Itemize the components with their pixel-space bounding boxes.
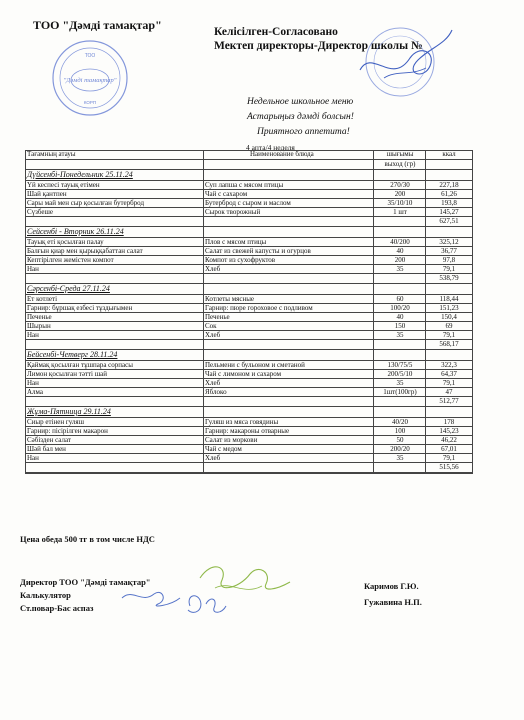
dish-name-kz: Сиыр етінен гуляш xyxy=(27,418,84,426)
dish-name-ru: Чай с сахаром xyxy=(205,190,248,198)
day-title: Сәрсенбі-Среда 27.11.24 xyxy=(27,284,110,293)
dish-name-kz: Шай қантпен xyxy=(27,190,67,198)
dish-kcal: 69 xyxy=(445,322,453,330)
dish-name-kz: Тауық еті қосылған палау xyxy=(27,238,104,246)
dish-name-kz: Сәбізден салат xyxy=(27,436,71,444)
dish-output: 35/10/10 xyxy=(387,199,413,207)
dish-output: 200 xyxy=(394,190,406,198)
day-title: Дүйсенбі-Понедельник 25.11.24 xyxy=(27,170,133,179)
dish-output: 200/20 xyxy=(390,445,410,453)
dish-kcal: 79,1 xyxy=(442,331,456,339)
dish-kcal: 36,77 xyxy=(441,247,457,255)
dish-kcal: 178 xyxy=(443,418,455,426)
dish-name-kz: Алма xyxy=(27,388,44,396)
dish-name-kz: Лимон қосылған тәтті шай xyxy=(27,370,107,378)
dish-output: 100/20 xyxy=(390,304,410,312)
dish-kcal: 97,8 xyxy=(442,256,456,264)
day-title: Жұма-Пятница 29.11.24 xyxy=(27,407,111,416)
dish-output: 35 xyxy=(396,265,404,273)
dish-name-kz: Гарнир: пісірілген макарон xyxy=(27,427,108,435)
dish-name-kz: Печенье xyxy=(27,313,52,321)
day-total-kcal: 568,17 xyxy=(439,340,459,348)
dish-kcal: 322,3 xyxy=(441,361,457,369)
week-label: 4 апта/4 неделя xyxy=(246,143,295,152)
dish-kcal: 64,37 xyxy=(441,370,457,378)
dish-kcal: 118,44 xyxy=(439,295,459,303)
dish-output: 35 xyxy=(396,331,404,339)
dish-name-kz: Шырын xyxy=(27,322,51,330)
dish-name-ru: Салат из моркови xyxy=(205,436,258,444)
dish-name-ru: Гарнир: макароны отварные xyxy=(205,427,290,435)
dish-name-ru: Гуляш из мяса говядины xyxy=(205,418,279,426)
day-total-kcal: 515,56 xyxy=(439,463,459,471)
dish-name-ru: Салат из свежей капусты и огурцов xyxy=(205,247,311,255)
dish-name-ru: Хлеб xyxy=(205,265,221,273)
dish-name-ru: Пельмени с бульоном и сметаной xyxy=(205,361,305,369)
dish-name-ru: Сырок творожный xyxy=(205,208,261,216)
dish-name-ru: Котлеты мясные xyxy=(205,295,255,303)
signature-chef xyxy=(188,596,226,613)
dish-kcal: 325,12 xyxy=(439,238,459,246)
day-total-kcal: 538,79 xyxy=(439,274,459,282)
dish-kcal: 227,18 xyxy=(439,181,459,189)
header-output-kz: шығымы xyxy=(386,150,414,158)
dish-output: 270/30 xyxy=(390,181,410,189)
dish-output: 130/75/5 xyxy=(387,361,413,369)
dish-name-ru: Яблоко xyxy=(205,388,227,396)
day-title: Сейсенбі - Вторник 26.11.24 xyxy=(27,227,124,236)
dish-name-kz: Гарнир: бұршақ езбесі тұздығымен xyxy=(27,304,133,312)
signer-calculator-name: Гужавина Н.П. xyxy=(364,597,422,607)
stamp-text-bottom: КОРП xyxy=(83,100,97,105)
approval-label: Келісілген-Согласовано xyxy=(214,26,338,38)
dish-name-ru: Чай с медом xyxy=(205,445,242,453)
dish-output: 200/5/10 xyxy=(387,370,413,378)
dish-name-ru: Плов с мясом птицы xyxy=(205,238,267,246)
dish-output: 200 xyxy=(394,256,406,264)
dish-output: 100 xyxy=(394,427,406,435)
day-total-kcal: 627,51 xyxy=(439,217,459,225)
dish-name-kz: Қаймақ қосылған тұшпара сорпасы xyxy=(27,361,133,369)
signature-calculator xyxy=(122,592,180,606)
signer-chef-title: Ст.повар-Бас аспаз xyxy=(20,603,94,613)
dish-output: 40/200 xyxy=(390,238,410,246)
signer-director-name: Каримов Г.Ю. xyxy=(364,581,419,591)
company-name: ТОО "Дәмді тамақтар" xyxy=(33,18,162,32)
stamp-text-name: "Дәмді тамақтар" xyxy=(63,77,117,84)
dish-name-ru: Чай с лимоном и сахаром xyxy=(205,370,282,378)
dish-output: 50 xyxy=(396,436,404,444)
dish-name-kz: Нан xyxy=(27,331,39,339)
dish-name-kz: Кептірілген жемістен компот xyxy=(27,256,114,264)
signature-green xyxy=(200,567,290,589)
dish-name-ru: Хлеб xyxy=(205,454,221,462)
dish-kcal: 47 xyxy=(445,388,453,396)
dish-kcal: 79,1 xyxy=(442,265,456,273)
signer-calculator-title: Калькулятор xyxy=(20,590,71,600)
dish-output: 1 шт xyxy=(393,208,407,216)
dish-kcal: 145,23 xyxy=(439,427,459,435)
dish-output: 40 xyxy=(396,313,404,321)
dish-name-ru: Гарнир: пюре гороховое с подливом xyxy=(205,304,313,312)
dish-name-kz: Нан xyxy=(27,265,39,273)
dish-output: 40 xyxy=(396,247,404,255)
dish-name-ru: Компот из сухофруктов xyxy=(205,256,276,264)
dish-name-ru: Бутерброд с сыром и маслом xyxy=(205,199,291,207)
dish-output: 150 xyxy=(394,322,406,330)
dish-name-ru: Хлеб xyxy=(205,379,221,387)
dish-kcal: 46,22 xyxy=(441,436,457,444)
dish-name-ru: Суп лапша с мясом птицы xyxy=(205,181,284,189)
dish-output: 35 xyxy=(396,379,404,387)
dish-name-kz: Балғын қиар мен қырыққабаттан салат xyxy=(27,247,143,255)
dish-kcal: 151,23 xyxy=(439,304,459,312)
approval-school-director: Мектеп директоры-Директор школы № xyxy=(214,40,423,52)
header-output-ru: выход (гр) xyxy=(384,160,416,168)
dish-output: 40/20 xyxy=(392,418,408,426)
header-dish-kz: Тағамның атауы xyxy=(27,150,76,158)
dish-output: 1шт(100гр) xyxy=(383,388,417,396)
dish-kcal: 79,1 xyxy=(442,379,456,387)
day-title: Бейсенбі-Четверг 28.11.24 xyxy=(27,350,118,359)
dish-name-kz: Шәй бал мен xyxy=(27,445,66,453)
dish-kcal: 67,01 xyxy=(441,445,457,453)
dish-output: 35 xyxy=(396,454,404,462)
dish-name-kz: Сүзбеше xyxy=(27,208,54,216)
day-total-kcal: 512,77 xyxy=(439,397,459,405)
dish-kcal: 145,27 xyxy=(439,208,459,216)
menu-title: Недельное школьное меню xyxy=(247,97,354,107)
stamp-text-top: ТОО xyxy=(84,53,96,59)
dish-name-kz: Үй кеспесі тауық етімен xyxy=(27,181,100,189)
dish-name-kz: Нан xyxy=(27,379,39,387)
dish-output: 60 xyxy=(396,295,404,303)
dish-name-ru: Хлеб xyxy=(205,331,221,339)
dish-name-kz: Нан xyxy=(27,454,39,462)
dish-kcal: 61,26 xyxy=(441,190,457,198)
dish-name-kz: Сары май мен сыр қосылған бутерброд xyxy=(27,199,145,207)
dish-kcal: 79,1 xyxy=(442,454,456,462)
dish-name-ru: Сок xyxy=(205,322,217,330)
greeting-ru: Приятного аппетита! xyxy=(257,127,350,137)
dish-kcal: 150,4 xyxy=(441,313,457,321)
price-note: Цена обеда 500 тг в том числе НДС xyxy=(20,534,155,544)
dish-name-ru: Печенье xyxy=(205,313,230,321)
dish-kcal: 193,8 xyxy=(441,199,457,207)
header-dish-ru: Наименование блюда xyxy=(250,150,314,158)
greeting-kz: Астарыңыз дәмді болсын! xyxy=(247,112,354,122)
signer-director-title: Директор ТОО "Дәмді тамақтар" xyxy=(20,577,151,587)
header-kcal: ккал xyxy=(442,150,456,158)
dish-name-kz: Ет котлеті xyxy=(27,295,58,303)
